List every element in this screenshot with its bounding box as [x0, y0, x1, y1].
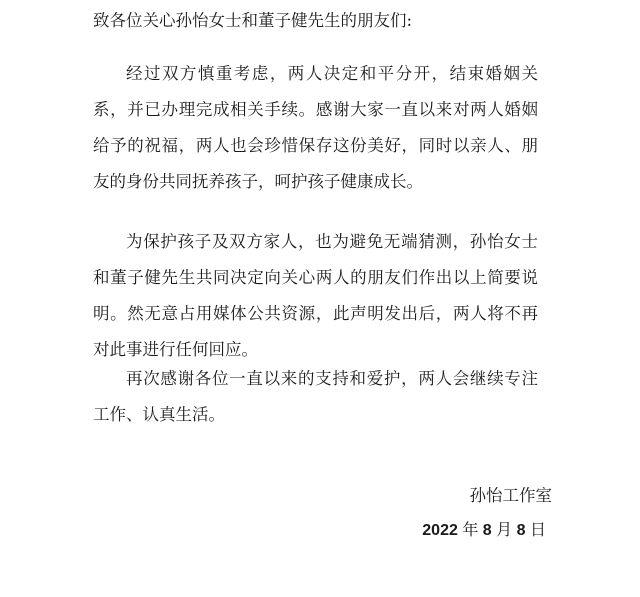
paragraph-3: 再次感谢各位一直以来的支持和爱护，两人会继续专注工作、认真生活。	[93, 369, 538, 424]
statement-date	[422, 518, 546, 543]
date-year: 2022	[422, 522, 458, 539]
date-month: 8	[482, 522, 492, 539]
date-day: 8	[516, 522, 526, 539]
paragraph-1: 经过双方慎重考虑，两人决定和平分开，结束婚姻关系，并已办理完成相关手续。感谢大家一直以来对两人婚姻给予的祝福，两人也会珍惜保存这份美好，同时以亲人、朋友的身份共同抚养孩子，呵护孩子健康成长。	[93, 64, 538, 191]
paragraph-2: 为保护孩子及双方家人，也为避免无端猜测，孙怡女士和董子健先生共同决定向关心两人的朋友们作出以上简要说明。然无意占用媒体公共资源，此声明发出后，两人将不再对此事进行任何回应。	[93, 232, 538, 359]
salutation: 致各位关心孙怡女士和董子健先生的朋友们:	[93, 11, 413, 30]
date-month-suffix: 月	[496, 520, 513, 539]
date-year-suffix: 年	[462, 520, 479, 539]
date-day-suffix: 日	[529, 520, 546, 539]
signature: 孙怡工作室	[469, 486, 552, 505]
